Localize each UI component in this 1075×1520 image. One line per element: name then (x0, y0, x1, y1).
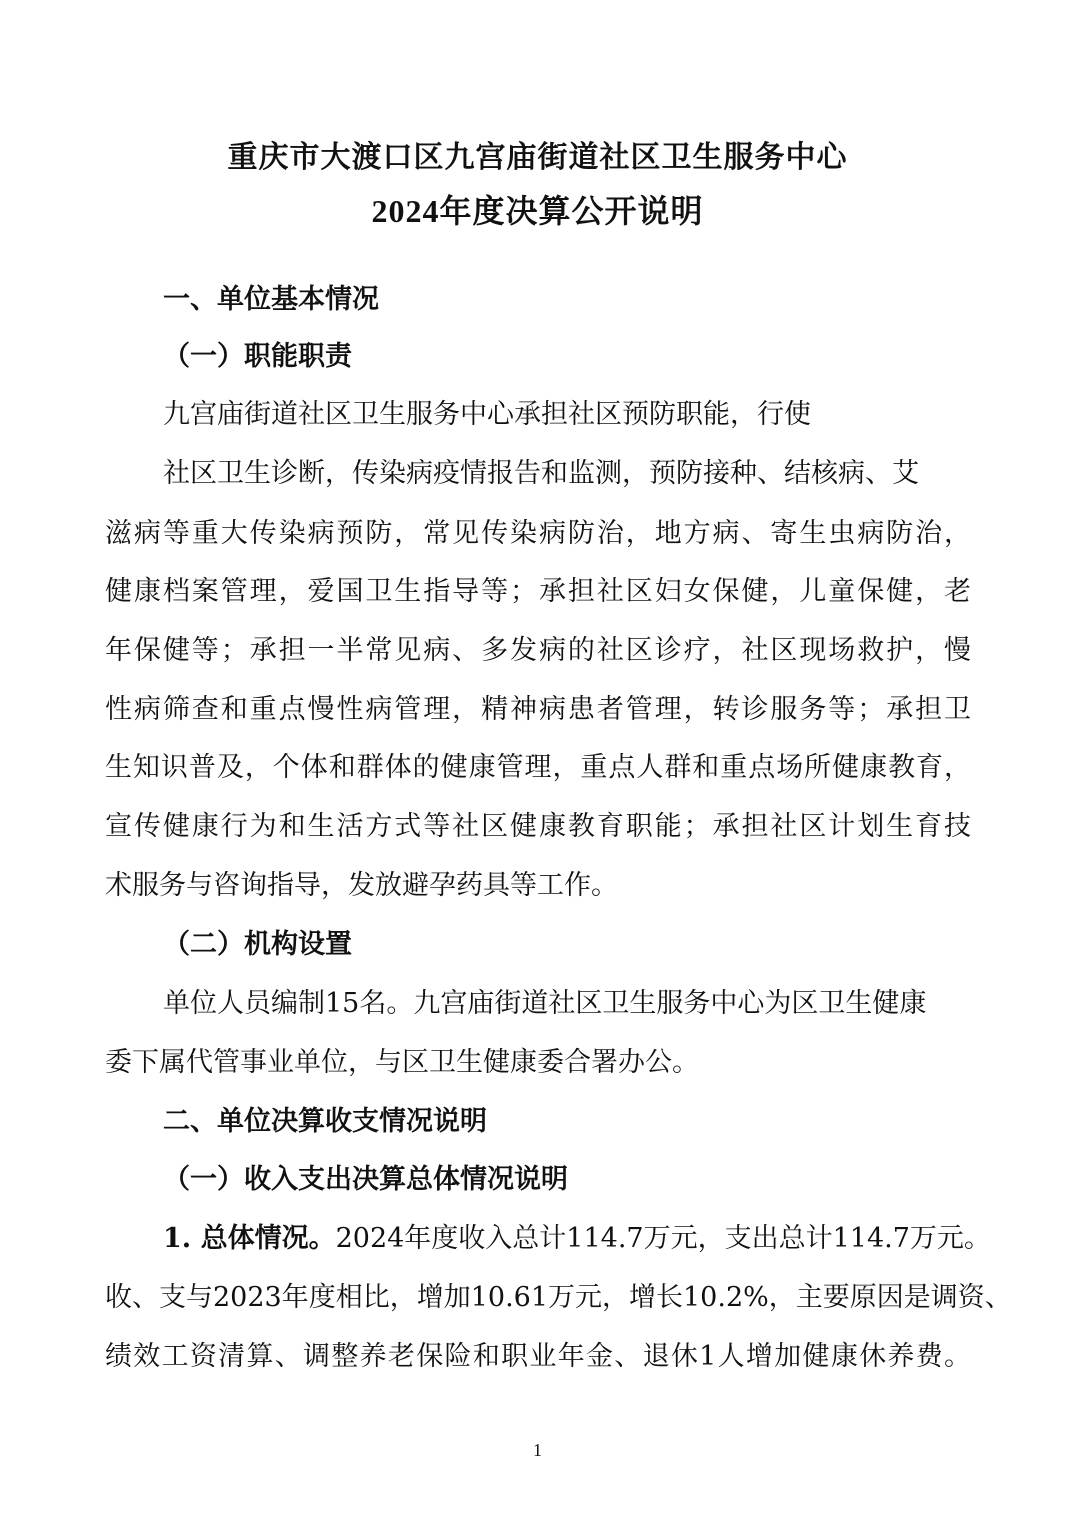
paragraph-line (163, 1225, 991, 1252)
paragraph-line: 绩效工资清算、调整养老保险和职业年金、退休1人增加健康休养费。 (105, 1341, 971, 1372)
section-heading-1: 一、单位基本情况 (163, 284, 379, 315)
subsection-heading-1-1: （一）职能职责 (163, 341, 352, 372)
subsection-heading-2-1: （一）收入支出决算总体情况说明 (163, 1164, 568, 1195)
paragraph-line: 收、支与2023年度相比，增加10.61万元，增长10.2%，主要原因是调资、 (105, 1282, 1012, 1313)
paragraph-line: 宣传健康行为和生活方式等社区健康教育职能；承担社区计划生育技 (105, 811, 971, 842)
paragraph-line: 社区卫生诊断，传染病疫情报告和监测，预防接种、结核病、艾 (163, 458, 919, 489)
paragraph-line: 术服务与咨询指导，发放避孕药具等工作。 (105, 870, 618, 901)
paragraph-line: 委下属代管事业单位，与区卫生健康委合署办公。 (105, 1047, 699, 1078)
paragraph-line: 滋病等重大传染病预防，常见传染病防治，地方病、寄生虫病防治， (105, 518, 971, 549)
paragraph-line: 健康档案管理，爱国卫生指导等；承担社区妇女保健，儿童保健，老 (105, 576, 971, 607)
paragraph-line: 单位人员编制15名。九宫庙街道社区卫生服务中心为区卫生健康 (163, 988, 927, 1019)
paragraph-line: 九宫庙街道社区卫生服务中心承担社区预防职能，行使 (163, 399, 811, 430)
document-title-line1: 重庆市大渡口区九宫庙街道社区卫生服务中心 (227, 140, 848, 175)
paragraph-line: 生知识普及，个体和群体的健康管理，重点人群和重点场所健康教育， (105, 752, 971, 783)
section-heading-2: 二、单位决算收支情况说明 (163, 1106, 487, 1137)
overall-text: 2024年度收入总计114.7万元，支出总计114.7万元。 (335, 1223, 991, 1254)
document-title-line2: 2024年度决算公开说明 (371, 193, 704, 229)
page-number: 1 (533, 1440, 542, 1460)
paragraph-line: 性病筛查和重点慢性病管理，精神病患者管理，转诊服务等；承担卫 (105, 694, 971, 725)
subsection-heading-1-2: （二）机构设置 (163, 929, 352, 960)
overall-label: 1. 总体情况。 (163, 1223, 336, 1254)
paragraph-line: 年保健等；承担一半常见病、多发病的社区诊疗，社区现场救护，慢 (105, 635, 971, 666)
